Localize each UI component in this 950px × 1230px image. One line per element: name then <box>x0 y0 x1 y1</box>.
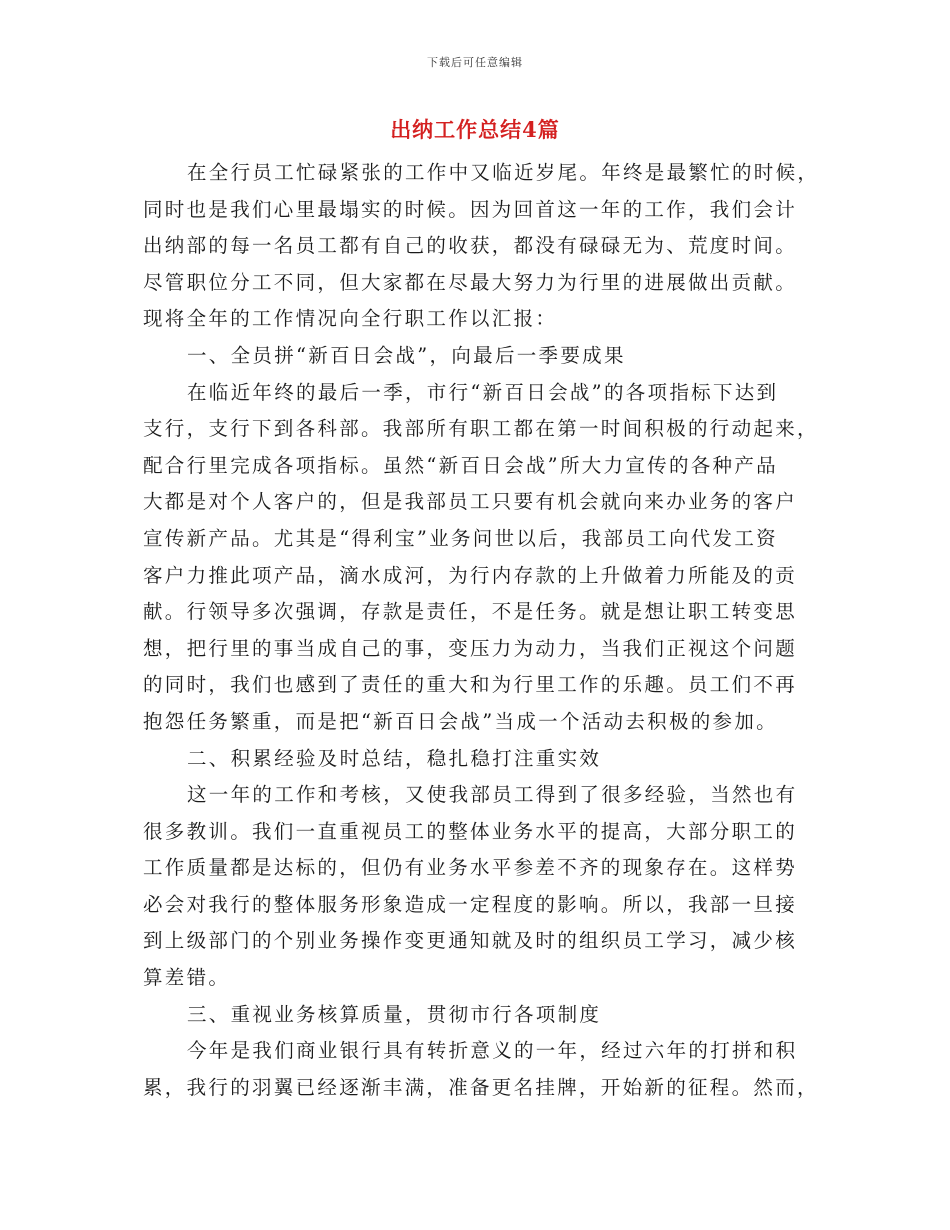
text-line: 出纳部的每一名员工都有自己的收获，都没有碌碌无为、荒度时间。 <box>143 234 798 258</box>
header-note: 下载后可任意编辑 <box>427 56 523 69</box>
text-line: 累，我行的羽翼已经逐渐丰满，准备更名挂牌，开始新的征程。然而， <box>143 1075 819 1099</box>
text-line: 客户力推此项产品，滴水成河，为行内存款的上升做着力所能及的贡 <box>143 563 798 587</box>
document-title: 出纳工作总结4篇 <box>390 117 560 142</box>
text-line: 很多教训。我们一直重视员工的整体业务水平的提高，大部分职工的 <box>143 819 798 843</box>
text-line: 今年是我们商业银行具有转折意义的一年，经过六年的打拼和积 <box>187 1039 798 1063</box>
text-line: 大都是对个人客户的，但是我部员工只要有机会就向来办业务的客户 <box>143 490 798 514</box>
text-line: 在临近年终的最后一季，市行“新百日会战”的各项指标下达到 <box>187 380 779 404</box>
text-line: 尽管职位分工不同，但大家都在尽最大努力为行里的进展做出贡献。 <box>143 270 798 294</box>
text-line: 算差错。 <box>143 966 231 990</box>
text-line: 在全行员工忙碌紧张的工作中又临近岁尾。年终是最繁忙的时候， <box>187 161 820 184</box>
text-line: 献。行领导多次强调，存款是责任，不是任务。就是想让职工转变思 <box>143 600 798 624</box>
text-line: 宣传新产品。尤其是“得利宝”业务问世以后，我部员工向代发工资 <box>143 526 778 550</box>
text-line: 必会对我行的整体服务形象造成一定程度的影响。所以，我部一旦接 <box>143 892 798 916</box>
text-line: 三、重视业务核算质量，贯彻市行各项制度 <box>187 1002 602 1026</box>
text-line: 二、积累经验及时总结，稳扎稳打注重实效 <box>187 746 602 770</box>
text-line: 到上级部门的个别业务操作变更通知就及时的组织员工学习，减少核 <box>143 929 798 953</box>
document-body <box>143 155 820 1106</box>
text-line: 的同时，我们也感到了责任的重大和为行里工作的乐趣。员工们不再 <box>143 673 798 697</box>
text-line: 一、全员拼“新百日会战”，向最后一季要成果 <box>187 343 626 367</box>
text-line: 这一年的工作和考核，又使我部员工得到了很多经验，当然也有 <box>187 783 798 807</box>
text-line: 支行，支行下到各科部。我部所有职工都在第一时间积极的行动起来， <box>143 417 819 441</box>
text-line: 想，把行里的事当成自己的事，变压力为动力，当我们正视这个问题 <box>143 636 798 660</box>
text-line: 配合行里完成各项指标。虽然“新百日会战”所大力宣传的各种产品 <box>143 453 778 477</box>
text-line: 抱怨任务繁重，而是把“新百日会战”当成一个活动去积极的参加。 <box>143 709 778 733</box>
text-line: 同时也是我们心里最塌实的时候。因为回首这一年的工作，我们会计 <box>143 197 798 221</box>
text-line: 现将全年的工作情况向全行职工作以汇报： <box>143 307 558 331</box>
text-line: 工作质量都是达标的，但仍有业务水平参差不齐的现象存在。这样势 <box>143 856 798 880</box>
